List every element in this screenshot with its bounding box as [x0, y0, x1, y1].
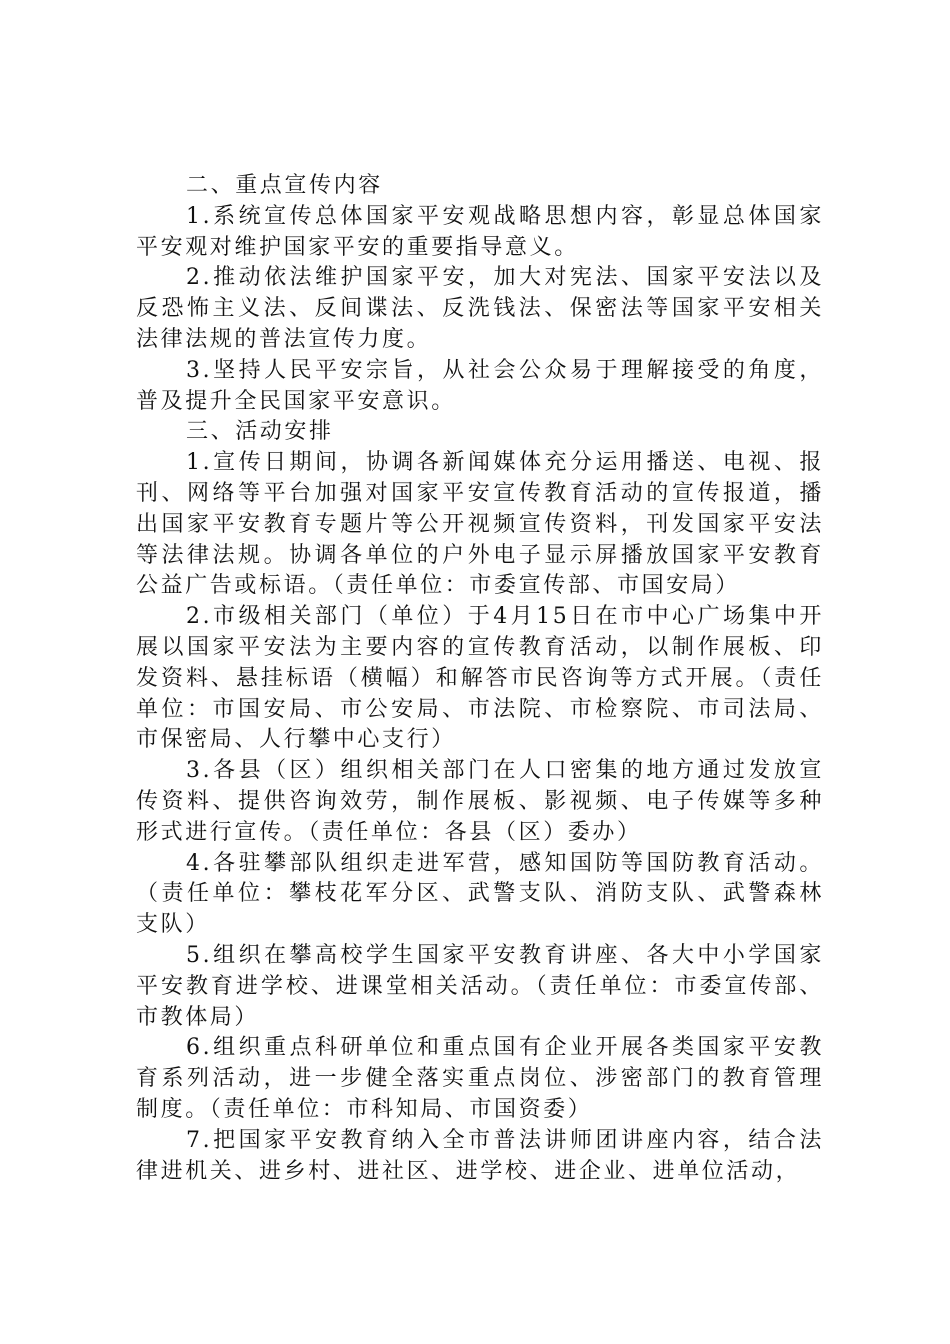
content-item-1: 1.系统宣传总体国家平安观战略思想内容，彰显总体国家平安观对维护国家平安的重要指导意义。	[136, 203, 824, 260]
content-item-3: 3.坚持人民平安宗旨，从社会公众易于理解接受的角度，普及提升全民国家平安意识。	[136, 357, 824, 414]
activity-item-5: 5.组织在攀高校学生国家平安教育讲座、各大中小学国家平安教育进学校、进课堂相关活动。（责任单位：市委宣传部、市教体局）	[136, 942, 824, 1030]
activity-item-2: 2.市级相关部门（单位）于4月15日在市中心广场集中开展以国家平安法为主要内容的宣传教育活动，以制作展板、印发资料、悬挂标语（横幅）和解答市民咨询等方式开展。（责任单位：市国安局、市公安局、市法院、市检察院、市司法局、市保密局、人行攀中心支行）	[136, 604, 824, 753]
activity-item-6: 6.组织重点科研单位和重点国有企业开展各类国家平安教育系列活动，进一步健全落实重点岗位、涉密部门的教育管理制度。（责任单位：市科知局、市国资委）	[136, 1035, 824, 1122]
activity-item-3: 3.各县（区）组织相关部门在人口密集的地方通过发放宣传资料、提供咨询效劳，制作展板、影视频、电子传媒等多种形式进行宣传。（责任单位：各县（区）委办）	[136, 758, 824, 845]
activity-item-1: 1.宣传日期间，协调各新闻媒体充分运用播送、电视、报刊、网络等平台加强对国家平安宣传教育活动的宣传报道，播出国家平安教育专题片等公开视频宣传资料，刊发国家平安法等法律法规。协调各单位的户外电子显示屏播放国家平安教育公益广告或标语。（责任单位：市委宣传部、市国安局）	[136, 450, 824, 599]
activity-item-7: 7.把国家平安教育纳入全市普法讲师团讲座内容，结合法律进机关、进乡村、进社区、进学校、进企业、进单位活动，	[136, 1127, 824, 1184]
activity-item-4: 4.各驻攀部队组织走进军营，感知国防等国防教育活动。（责任单位：攀枝花军分区、武警支队、消防支队、武警森林支队）	[136, 850, 824, 938]
document-body	[136, 171, 824, 1187]
content-item-2: 2.推动依法维护国家平安，加大对宪法、国家平安法以及反恐怖主义法、反间谍法、反洗钱法、保密法等国家平安相关法律法规的普法宣传力度。	[136, 265, 824, 352]
section-heading-key-content: 二、重点宣传内容	[186, 173, 383, 198]
section-heading-activities: 三、活动安排	[186, 419, 334, 445]
